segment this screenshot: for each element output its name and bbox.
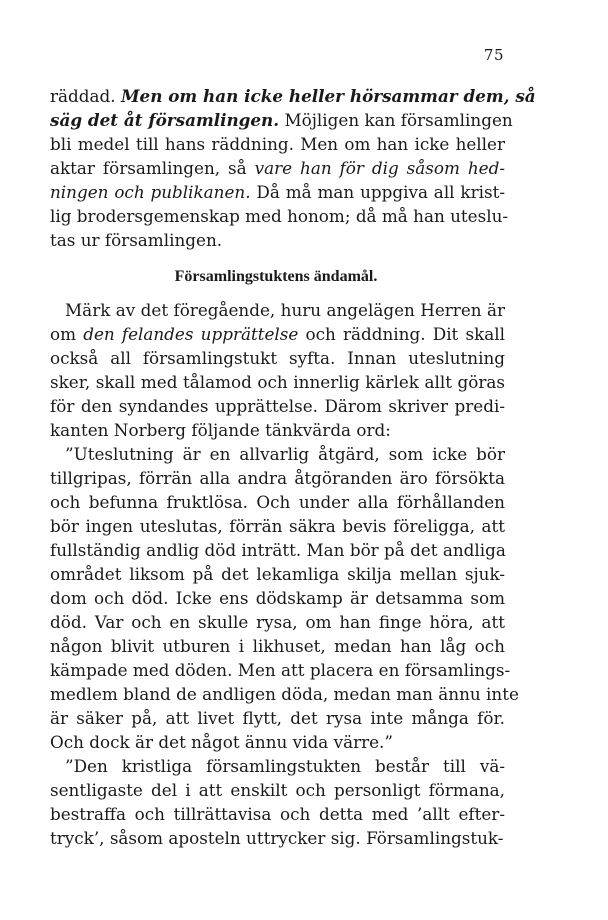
text-segment: också all församlingstukt syfta. Innan uteslutning — [50, 348, 505, 368]
text-line — [50, 778, 505, 802]
text-line — [50, 802, 505, 826]
text-line — [50, 514, 505, 538]
text-line — [50, 84, 536, 108]
text-line — [50, 634, 505, 658]
text-segment: död. Var och en skulle rysa, om han finge höra, att — [50, 612, 505, 632]
text-line — [50, 658, 511, 682]
text-segment: den felandes upprättelse — [83, 324, 299, 344]
text-segment: någon blivit utburen i likhuset, medan han låg och — [50, 636, 505, 656]
text-line — [50, 370, 505, 394]
text-line — [50, 228, 505, 252]
text-line — [50, 156, 505, 180]
text-line — [50, 394, 505, 418]
text-segment: vare han för dig såsom hed- — [254, 158, 505, 178]
text-segment: sentligaste del i att enskilt och personligt förmana, — [50, 780, 505, 800]
text-segment: är säker på, att livet flytt, det rysa inte många för. — [50, 708, 505, 728]
text-line — [50, 538, 505, 562]
text-segment: tas ur församlingen. — [50, 230, 223, 250]
text-segment: för den syndandes upprättelse. Därom skriver predi- — [50, 396, 505, 416]
text-line — [50, 346, 505, 370]
text-segment: ”Uteslutning är en allvarlig åtgärd, som icke bör — [65, 444, 505, 464]
text-line — [50, 586, 505, 610]
text-segment: området liksom på det lekamliga skilja mellan sjuk- — [50, 564, 505, 584]
page-number: 75 — [483, 46, 504, 64]
text-segment: kämpade med döden. Men att placera en församlings- — [50, 660, 511, 680]
text-line — [50, 682, 519, 706]
text-segment: och befunna fruktlösa. Och under alla förhållanden — [50, 492, 505, 512]
text-segment: bestraffa och tillrättavisa och detta med ’allt efter- — [50, 804, 505, 824]
text-segment: medlem bland de andligen döda, medan man ännu inte — [50, 684, 519, 704]
paragraph-2 — [50, 298, 519, 850]
section-heading — [0, 265, 608, 289]
text-line — [50, 730, 505, 754]
text-segment: räddad. — [50, 86, 121, 106]
text-segment: Möjligen kan församlingen — [279, 110, 513, 130]
text-segment: bör ingen uteslutas, förrän säkra bevis föreligga, att — [50, 516, 505, 536]
text-line — [50, 132, 505, 156]
text-segment: dom och död. Icke ens dödskamp är detsamma som — [50, 588, 505, 608]
text-line — [50, 298, 505, 322]
text-line — [50, 754, 505, 778]
text-line — [50, 466, 505, 490]
text-segment: bli medel till hans räddning. Men om han icke heller — [50, 134, 505, 154]
text-segment: kanten Norberg följande tänkvärda ord: — [50, 420, 391, 440]
text-line — [50, 826, 505, 850]
text-segment: tryck’, såsom aposteln uttrycker sig. Församlingstuk- — [50, 828, 504, 848]
text-segment: sker, skall med tålamod och innerlig kärlek allt göras — [50, 372, 505, 392]
text-segment: om — [50, 324, 84, 344]
text-segment: säg det åt församlingen. — [50, 110, 280, 130]
text-segment: ningen och publikanen. — [50, 182, 251, 202]
text-line — [50, 180, 505, 204]
text-line — [50, 418, 505, 442]
text-segment: fullständig andlig död inträtt. Man bör på det andliga — [50, 540, 506, 560]
text-line — [50, 442, 505, 466]
text-line — [50, 322, 505, 346]
text-segment: Men om han icke heller hörsammar dem, så — [120, 86, 536, 106]
text-line — [50, 562, 505, 586]
paragraph-1 — [50, 84, 536, 252]
text-segment: aktar församlingen, så — [50, 158, 255, 178]
text-segment: lig brodersgemenskap med honom; då må han uteslu- — [50, 206, 509, 226]
text-line — [50, 490, 505, 514]
text-segment: Då må man uppgiva all krist- — [250, 182, 505, 202]
text-line — [50, 706, 505, 730]
text-line — [50, 204, 509, 228]
text-line — [50, 108, 513, 132]
text-segment: Märk av det föregående, huru angelägen Herren är — [65, 300, 505, 320]
text-segment: tillgripas, förrän alla andra åtgöranden äro försökta — [50, 468, 505, 488]
text-line — [50, 610, 505, 634]
section-heading-text: Församlingstuktens ändamål. — [174, 268, 378, 285]
text-segment: Och dock är det något ännu vida värre.” — [50, 732, 393, 752]
text-segment: och räddning. Dit skall — [298, 324, 505, 344]
text-segment: ”Den kristliga församlingstukten består till vä- — [65, 756, 505, 776]
